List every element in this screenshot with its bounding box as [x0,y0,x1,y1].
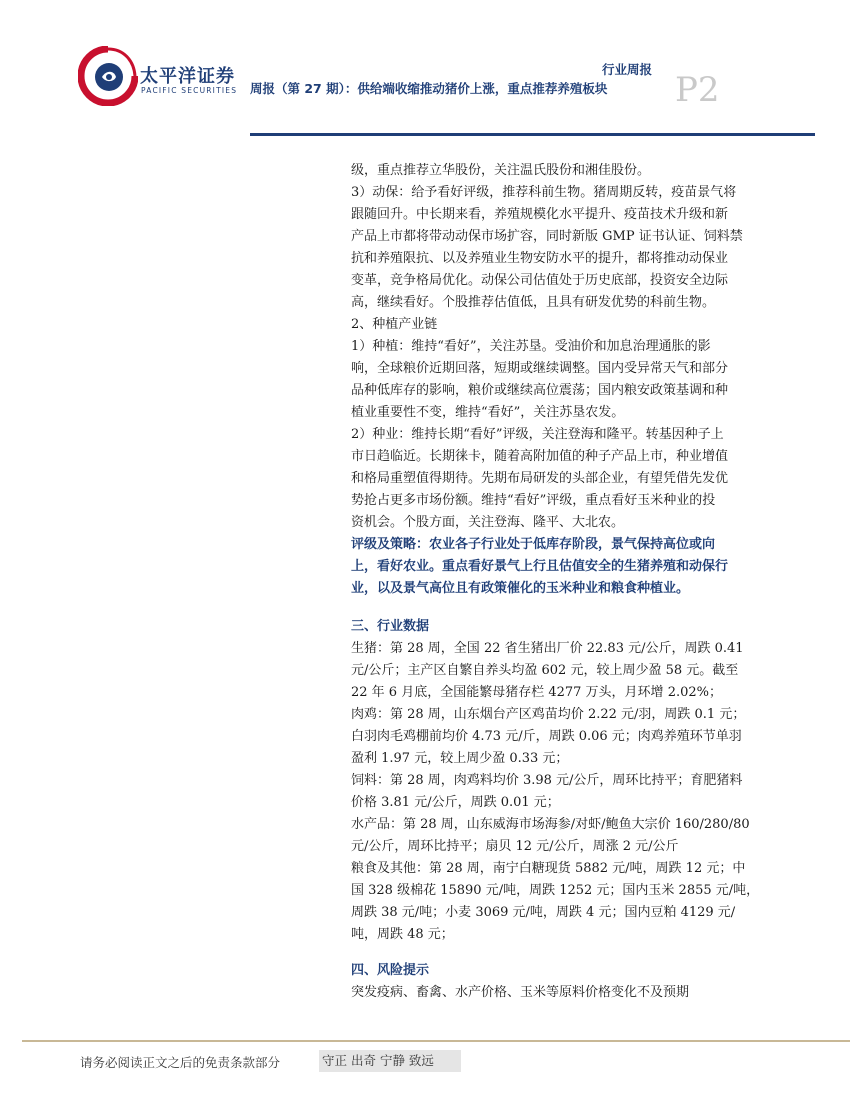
page-header [0,0,850,140]
data-line: 白羽肉毛鸡棚前均价 4.73 元/斤，周跌 0.06 元；肉鸡养殖环节单羽 [351,729,742,744]
body-line: 2）种业：维持长期“看好”评级，关注登海和隆平。转基因种子上 [351,427,724,442]
data-line: 元/公斤，周环比持平；扇贝 12 元/公斤，周涨 2 元/公斤 [351,839,679,854]
data-line: 元/公斤；主产区自繁自养头均盈 602 元，较上周少盈 58 元。截至 [351,663,739,678]
body-line: 级，重点推荐立华股份，关注温氏股份和湘佳股份。 [351,163,651,178]
page-number: P2 [675,70,720,110]
section-heading-industry-data: 三、行业数据 [351,619,430,634]
data-line: 价格 3.81 元/公斤，周跌 0.01 元； [351,795,560,810]
disclaimer-notice: 请务必阅读正文之后的免责条款部分 [80,1055,281,1070]
strategy-line: 业，以及景气高位且有政策催化的玉米种业和粮食种植业。 [351,581,690,596]
body-line: 市日趋临近。长期徕卡，随着高附加值的种子产品上市，种业增值 [351,449,729,464]
body-line: 1）种植：维持“看好”，关注苏垦。受油价和加息治理通胀的影 [351,339,711,354]
risk-text: 突发疫病、畜禽、水产价格、玉米等原料价格变化不及预期 [351,985,690,1000]
report-type: 行业周报 [602,62,653,77]
body-line: 跟随回升。中长期来看，养殖规模化水平提升、疫苗技术升级和新 [351,207,729,222]
body-line: 变革，竞争格局优化。动保公司估值处于历史底部，投资安全边际 [351,273,729,288]
header-divider [250,133,815,136]
data-line: 吨，周跌 48 元； [351,927,454,942]
body-line: 和格局重塑值得期待。先期布局研发的头部企业，有望凭借先发优 [351,471,729,486]
company-name-en: PACIFIC SECURITIES [141,86,238,95]
data-line: 盈利 1.97 元，较上周少盈 0.33 元； [351,751,569,766]
data-line: 饲料：第 28 周，肉鸡料均价 3.98 元/公斤，周环比持平；育肥猪料 [351,773,743,788]
company-slogan: 守正 出奇 宁静 致远 [319,1050,461,1072]
body-line: 资机会。个股方面，关注登海、隆平、大北农。 [351,515,625,530]
data-line: 肉鸡：第 28 周，山东烟台产区鸡苗均价 2.22 元/羽，周跌 0.1 元； [351,707,746,722]
data-line: 粮食及其他：第 28 周，南宁白糖现货 5882 元/吨，周跌 12 元；中 [351,861,746,876]
body-line: 势抢占更多市场份额。维持“看好”评级，重点看好玉米种业的投 [351,493,716,508]
body-line: 植业重要性不变，维持“看好”，关注苏垦农发。 [351,405,625,420]
strategy-line: 评级及策略：农业各子行业处于低库存阶段，景气保持高位或向 [351,537,716,552]
body-line: 抗和养殖限抗、以及养殖业生物安防水平的提升，都将推动动保业 [351,251,729,266]
body-line: 高，继续看好。个股推荐估值低，且具有研发优势的科前生物。 [351,295,716,310]
company-name-cn: 太平洋证券 [140,66,235,87]
body-line: 3）动保：给予看好评级，推荐科前生物。猪周期反转，疫苗景气将 [351,185,737,200]
body-line: 响，全球粮价近期回落，短期或继续调整。国内受异常天气和部分 [351,361,729,376]
report-title: 周报（第 27 期）：供给端收缩推动猪价上涨，重点推荐养殖板块 [250,81,608,96]
body-line: 品种低库存的影响，粮价或继续高位震荡；国内粮安政策基调和种 [351,383,729,398]
data-line: 22 年 6 月底，全国能繁母猪存栏 4277 万头，月环增 2.02%； [351,685,722,700]
data-line: 生猪：第 28 周，全国 22 省生猪出厂价 22.83 元/公斤，周跌 0.41 [351,641,744,656]
strategy-line: 上，看好农业。重点看好景气上行且估值安全的生猪养殖和动保行 [351,559,729,574]
pacific-securities-logo [78,46,138,106]
section-heading-risk: 四、风险提示 [351,963,430,978]
data-line: 水产品：第 28 周，山东威海市场海参/对虾/鲍鱼大宗价 160/280/80 [351,817,750,832]
body-line: 产品上市都将带动动保市场扩容，同时新版 GMP 证书认证、饲料禁 [351,229,743,244]
data-line: 周跌 38 元/吨；小麦 3069 元/吨，周跌 4 元；国内豆粕 4129 元/ [351,905,736,920]
report-body [351,160,781,1004]
subsection-heading: 2、种植产业链 [351,317,438,332]
data-line: 国 328 级棉花 15890 元/吨，周跌 1252 元；国内玉米 2855 元/吨， [351,883,760,898]
footer-divider [22,1040,850,1042]
